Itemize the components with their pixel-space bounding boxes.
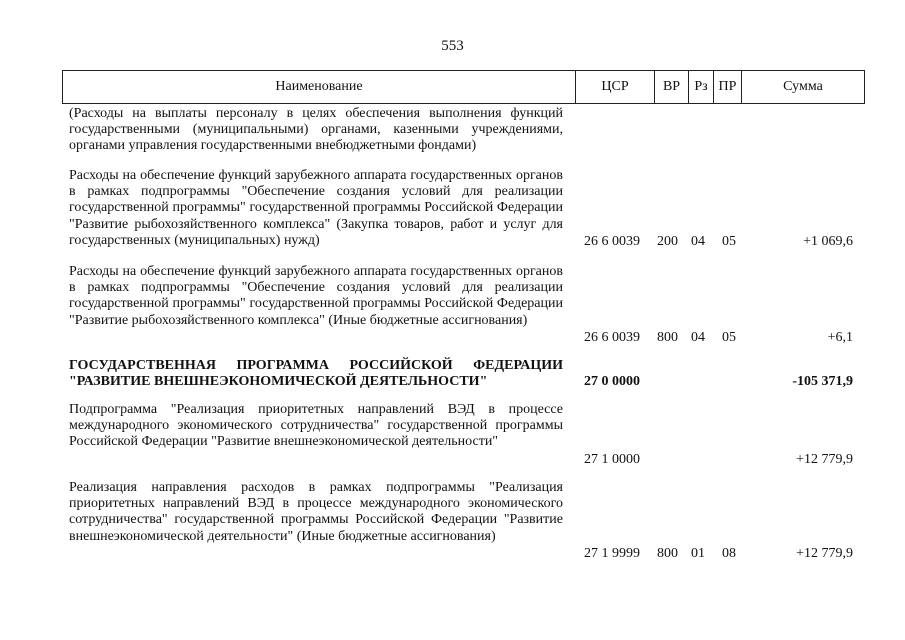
- row-vr: 800: [657, 330, 678, 345]
- table-header: [62, 70, 865, 104]
- row-description: Расходы на обеспечение функций зарубежного аппарата государственных органов в рамках подпрограммы "Обеспечение создания условий для реализации государственной программы" государственной программы Российской Федерации "Развитие рыбохозяйственного комплекса" (Закупка товаров, работ и услуг для государственных (муниципальных) нужд): [69, 168, 563, 248]
- row-pr: 05: [722, 330, 736, 345]
- row-csr: 26 6 0039: [584, 330, 640, 345]
- header-sum: Сумма: [783, 79, 823, 94]
- header-pr: ПР: [718, 79, 737, 94]
- header-rz: Рз: [694, 79, 708, 94]
- row-description: Расходы на обеспечение функций зарубежного аппарата государственных органов в рамках подпрограммы "Обеспечение создания условий для реализации государственной программы" государственной программы Российской Федерации "Развитие рыбохозяйственного комплекса" (Иные бюджетные ассигнования): [69, 264, 563, 328]
- row-description: Реализация направления расходов в рамках подпрограммы "Реализация приоритетных направлений ВЭД в процессе международного экономического сотрудничества" государственной программы Российской Федерации "Развитие внешнеэкономической деятельности" (Иные бюджетные ассигнования): [69, 480, 563, 544]
- row-sum: -105 371,9: [792, 374, 853, 389]
- row-vr: 800: [657, 546, 678, 561]
- header-name: Наименование: [275, 79, 363, 94]
- row-rz: 04: [691, 330, 705, 345]
- row-rz: 04: [691, 234, 705, 249]
- row-sum: +12 779,9: [796, 546, 853, 561]
- row-sum: +6,1: [827, 330, 853, 345]
- row-pr: 08: [722, 546, 736, 561]
- row-pr: 05: [722, 234, 736, 249]
- row-csr: 27 0 0000: [584, 374, 640, 389]
- row-rz: 01: [691, 546, 705, 561]
- row-csr: 26 6 0039: [584, 234, 640, 249]
- row-csr: 27 1 9999: [584, 546, 640, 561]
- row-csr: 27 1 0000: [584, 452, 640, 467]
- row-description: Подпрограмма "Реализация приоритетных направлений ВЭД в процессе международного экономического сотрудничества" государственной программы Российской Федерации "Развитие внешнеэкономической деятельности": [69, 402, 563, 450]
- page-number: 553: [441, 38, 464, 54]
- row-description: (Расходы на выплаты персоналу в целях обеспечения выполнения функций государственными (муниципальными) органами, казенными учреждениями, органами управления государственными внебюджетными фондами): [69, 106, 563, 154]
- row-sum: +12 779,9: [796, 452, 853, 467]
- row-vr: 200: [657, 234, 678, 249]
- header-vr: ВР: [662, 79, 681, 94]
- row-sum: +1 069,6: [803, 234, 853, 249]
- header-csr: ЦСР: [601, 79, 629, 94]
- row-description: ГОСУДАРСТВЕННАЯ ПРОГРАММА РОССИЙСКОЙ ФЕДЕРАЦИИ "РАЗВИТИЕ ВНЕШНЕЭКОНОМИЧЕСКОЙ ДЕЯТЕЛЬНОСТИ": [69, 358, 563, 390]
